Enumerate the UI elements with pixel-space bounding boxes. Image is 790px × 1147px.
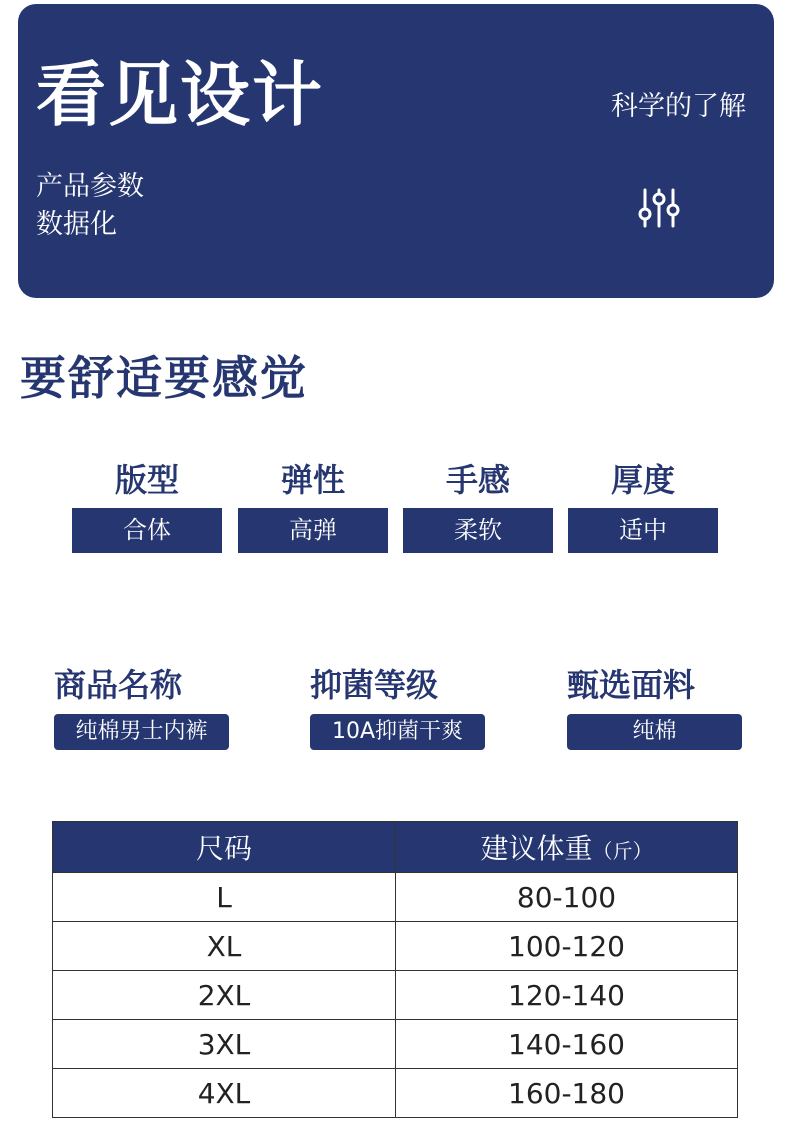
table-cell-weight: 120-140 bbox=[396, 971, 738, 1020]
table-cell-size: L bbox=[53, 873, 396, 922]
table-row bbox=[53, 873, 738, 922]
table-cell-weight: 160-180 bbox=[396, 1069, 738, 1118]
table-cell-size: 4XL bbox=[53, 1069, 396, 1118]
hero-title: 看见设计 bbox=[36, 54, 324, 136]
table-row bbox=[53, 1020, 738, 1069]
info-label: 商品名称 bbox=[54, 666, 183, 704]
table-row bbox=[53, 971, 738, 1020]
table-header-size: 尺码 bbox=[53, 822, 396, 873]
table-row bbox=[53, 922, 738, 971]
hero-subtitle-line1: 产品参数 bbox=[36, 171, 144, 202]
hero-right-text: 科学的了解 bbox=[611, 91, 746, 122]
attribute-value: 高弹 bbox=[238, 508, 388, 553]
attribute-label: 版型 bbox=[114, 461, 179, 499]
info-value: 10A抑菌干爽 bbox=[310, 714, 485, 750]
attribute-label: 厚度 bbox=[610, 461, 675, 499]
info-value: 纯棉男士内裤 bbox=[54, 714, 229, 750]
hero-subtitle-line2: 数据化 bbox=[36, 209, 117, 240]
info-label: 抑菌等级 bbox=[310, 666, 439, 704]
attribute-value: 适中 bbox=[568, 508, 718, 553]
table-cell-weight: 140-160 bbox=[396, 1020, 738, 1069]
table-row bbox=[53, 1069, 738, 1118]
info-label: 甄选面料 bbox=[567, 666, 696, 704]
info-fabric bbox=[567, 662, 742, 750]
table-header-unit: （斤） bbox=[592, 839, 653, 863]
info-value: 纯棉 bbox=[567, 714, 742, 750]
attribute-elasticity bbox=[238, 456, 388, 553]
attribute-fit bbox=[72, 456, 222, 553]
section-title: 要舒适要感觉 bbox=[20, 351, 308, 405]
attribute-value: 合体 bbox=[72, 508, 222, 553]
table-cell-size: 3XL bbox=[53, 1020, 396, 1069]
hero-banner bbox=[18, 4, 774, 298]
table-cell-size: 2XL bbox=[53, 971, 396, 1020]
sliders-icon bbox=[638, 186, 680, 230]
table-header-row bbox=[53, 822, 738, 873]
table-header-weight bbox=[396, 822, 738, 873]
table-cell-size: XL bbox=[53, 922, 396, 971]
attribute-feel bbox=[403, 456, 553, 553]
info-product-name bbox=[54, 662, 229, 750]
table-cell-weight: 80-100 bbox=[396, 873, 738, 922]
hero-subtitle bbox=[36, 168, 144, 244]
table-cell-weight: 100-120 bbox=[396, 922, 738, 971]
attribute-label: 手感 bbox=[445, 461, 510, 499]
size-table bbox=[52, 821, 738, 1118]
attribute-thickness bbox=[568, 456, 718, 553]
attribute-label: 弹性 bbox=[280, 461, 345, 499]
table-header-weight-label: 建议体重 bbox=[480, 832, 593, 865]
attribute-value: 柔软 bbox=[403, 508, 553, 553]
info-antibacterial-level bbox=[310, 662, 485, 750]
